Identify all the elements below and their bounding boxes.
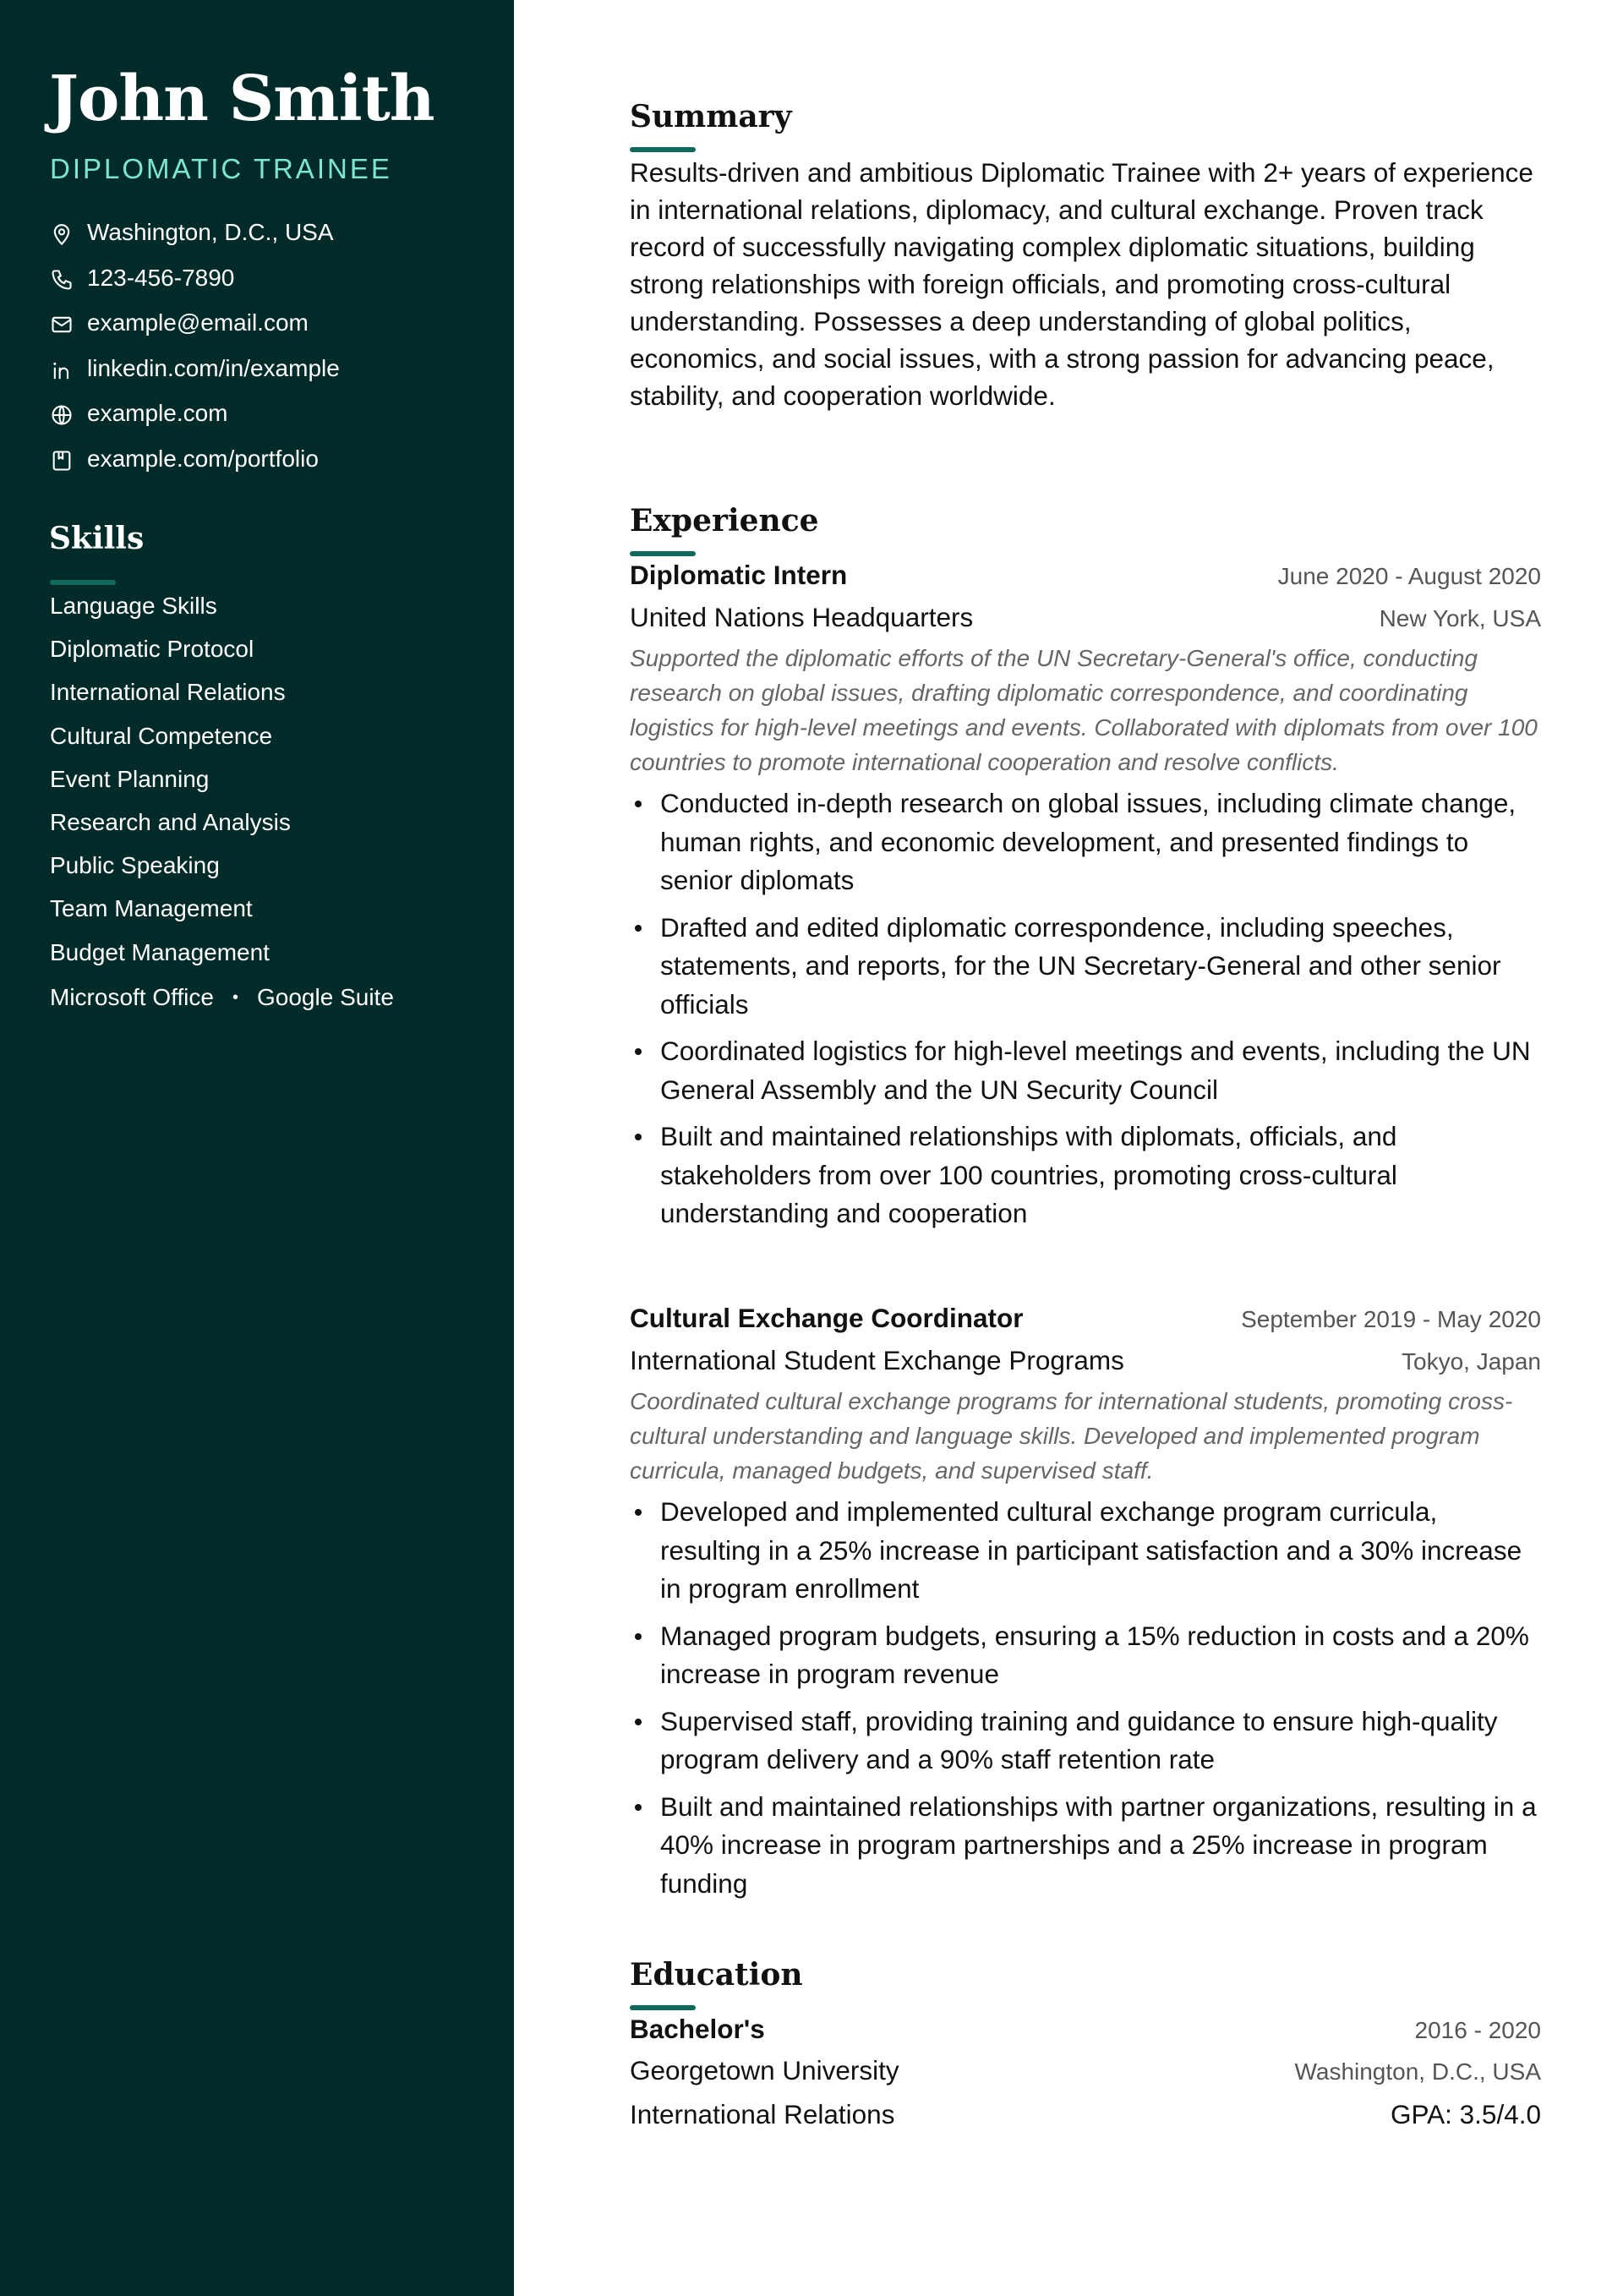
job-entry: [630, 556, 1541, 1233]
job-bullet: Built and maintained relationships with partner organizations, resulting in a 40% increase in program partnerships and a 25% increase in program funding: [630, 1788, 1541, 1904]
location-pin-icon: [50, 222, 74, 246]
skills-heading: Skills: [49, 521, 145, 556]
education-field-row: [630, 2093, 1541, 2135]
contact-website[interactable]: [50, 398, 340, 444]
job-employer: United Nations Headquarters: [630, 602, 974, 632]
skill-item: Event Planning: [50, 765, 210, 792]
contact-linkedin-text[interactable]: linkedin.com/in/example: [87, 354, 340, 381]
job-title: Diplomatic Intern: [630, 560, 848, 590]
linkedin-icon: [50, 358, 74, 382]
job-header: [630, 556, 1541, 595]
education-location: Washington, D.C., USA: [1294, 2058, 1541, 2085]
education-school-row: [630, 2049, 1541, 2093]
skill-item: Microsoft Office: [50, 984, 214, 1011]
contact-portfolio[interactable]: [50, 444, 340, 489]
job-location: New York, USA: [1379, 605, 1541, 631]
job-bullet: Managed program budgets, ensuring a 15% reduction in costs and a 20% increase in program revenue: [630, 1617, 1541, 1694]
job-bullet: Developed and implemented cultural exchange program curricula, resulting in a 25% increase in participant satisfaction and a 30% increase in program enrollment: [630, 1493, 1541, 1609]
job-title: Cultural Exchange Coordinator: [630, 1303, 1024, 1333]
job-description: Supported the diplomatic efforts of the UN Secretary-General's office, conducting research on global issues, drafting diplomatic correspondence, and coordinating logistics for high-level meetings and events. Collaborated with diplomats from over 100 countries to promote international cooperation and resolve conflicts.: [630, 645, 1538, 775]
education-school: Georgetown University: [630, 2055, 899, 2086]
contact-location: [50, 217, 340, 263]
skill-item: Public Speaking: [50, 852, 220, 879]
sidebar: [0, 0, 514, 2296]
contact-linkedin[interactable]: [50, 353, 340, 399]
summary-text: Results-driven and ambitious Diplomatic Trainee with 2+ years of experience in international relations, diplomacy, and cultural exchange. Proven track record of successfully navigating complex diplomatic situations, building strong relationships with foreign officials, and promoting cross-cultural understanding. Possesses a deep understanding of global politics, economics, and social issues, with a strong passion for advancing peace, stability, and cooperation worldwide.: [630, 157, 1533, 411]
portfolio-icon: [50, 449, 74, 473]
job-dates: June 2020 - August 2020: [1277, 563, 1541, 589]
job-location: Tokyo, Japan: [1402, 1348, 1541, 1375]
skill-item: Budget Management: [50, 938, 270, 965]
skill-row-inline: [50, 976, 394, 1020]
summary-heading: Summary: [630, 99, 792, 134]
skill-item: Language Skills: [50, 593, 217, 619]
contact-phone[interactable]: [50, 263, 340, 309]
contact-portfolio-text[interactable]: example.com/portfolio: [87, 445, 319, 472]
skill-item: International Relations: [50, 679, 286, 706]
job-bullets: [630, 784, 1541, 1233]
phone-icon: [50, 268, 74, 292]
summary-section: [630, 96, 1541, 414]
job-bullet: Coordinated logistics for high-level meetings and events, including the UN General Assembly and the UN Security Council: [630, 1032, 1541, 1109]
job-description: Coordinated cultural exchange programs for international students, promoting cross-cultural understanding and language skills. Developed and implemented program curricula, managed budgets, and supervised staff.: [630, 1388, 1513, 1484]
education-header: [630, 2010, 1541, 2049]
skill-separator: •: [232, 988, 238, 1008]
skill-item: Cultural Competence: [50, 722, 273, 749]
skill-item: Diplomatic Protocol: [50, 636, 254, 663]
experience-section: [630, 500, 1541, 1233]
job-bullet: Drafted and edited diplomatic correspondence, including speeches, statements, and reports, for the UN Secretary-General and other senior officials: [630, 909, 1541, 1025]
contact-website-text[interactable]: example.com: [87, 400, 228, 427]
globe-icon: [50, 403, 74, 427]
contact-list: [50, 217, 340, 489]
contact-phone-text[interactable]: 123-456-7890: [87, 264, 235, 291]
skill-item: Research and Analysis: [50, 808, 291, 835]
skill-item: Team Management: [50, 895, 253, 922]
job-subheader: [630, 595, 1541, 641]
job-employer: International Student Exchange Programs: [630, 1345, 1124, 1375]
contact-email-text[interactable]: example@email.com: [87, 309, 309, 336]
job-bullets: [630, 1493, 1541, 1903]
job-bullet: Supervised staff, providing training and guidance to ensure high-quality program delivery and a 90% staff retention rate: [630, 1703, 1541, 1779]
skills-heading-underline: [50, 580, 116, 585]
candidate-name: John Smith: [49, 63, 434, 135]
contact-email[interactable]: [50, 308, 340, 353]
summary-heading-underline: [630, 147, 696, 152]
job-subheader: [630, 1338, 1541, 1384]
job-bullet: Built and maintained relationships with diplomats, officials, and stakeholders from over 100 countries, promoting cross-cultural understanding and cooperation: [630, 1118, 1541, 1233]
job-header: [630, 1299, 1541, 1338]
job-bullet: Conducted in-depth research on global issues, including climate change, human rights, and economic development, and presented findings to senior diplomats: [630, 784, 1541, 900]
education-field: International Relations: [630, 2099, 895, 2129]
education-degree: Bachelor's: [630, 2014, 765, 2044]
education-gpa: GPA: 3.5/4.0: [1390, 2099, 1541, 2129]
contact-location-text: Washington, D.C., USA: [87, 219, 334, 245]
skill-item: Google Suite: [257, 984, 394, 1011]
candidate-role: DIPLOMATIC TRAINEE: [50, 153, 392, 184]
email-icon: [50, 313, 74, 336]
job-dates: September 2019 - May 2020: [1241, 1306, 1541, 1332]
skills-list: [50, 587, 394, 1020]
job-entry: [630, 1299, 1541, 1903]
experience-heading: Experience: [630, 503, 819, 538]
education-dates: 2016 - 2020: [1414, 2017, 1541, 2043]
education-section: [630, 1954, 1541, 2135]
education-heading: Education: [630, 1957, 803, 1993]
